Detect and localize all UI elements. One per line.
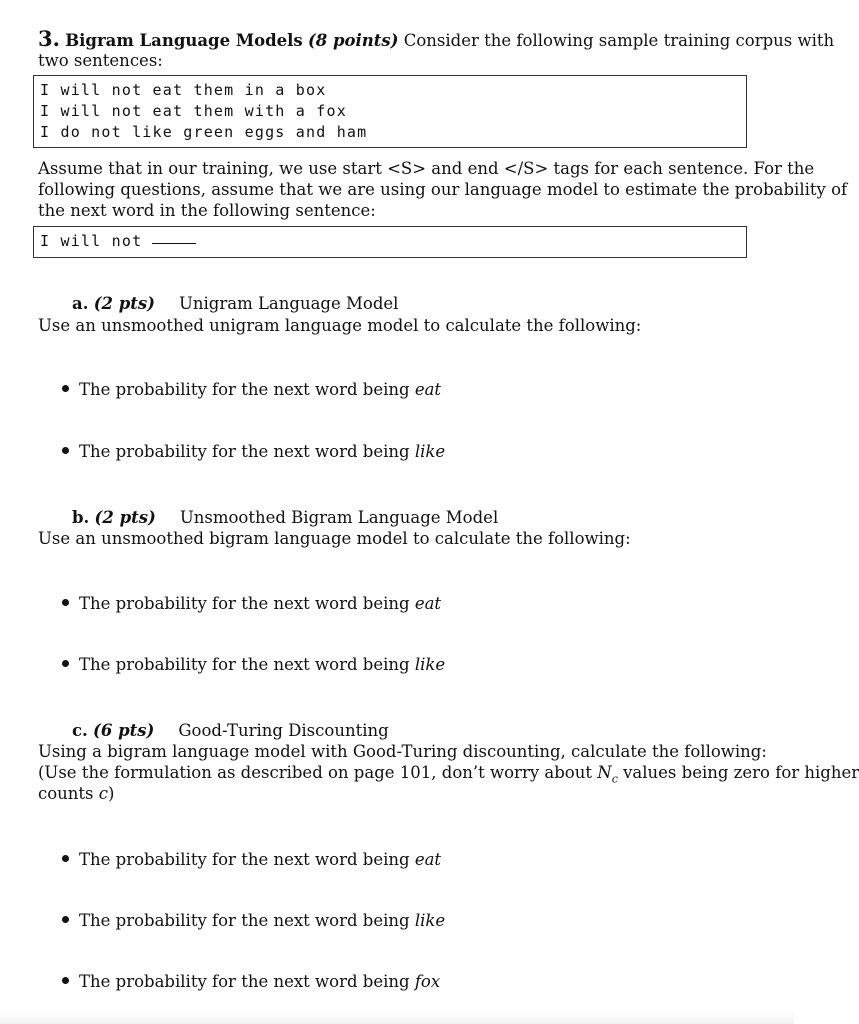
corpus-sentence: I will not eat them with a fox — [40, 102, 347, 120]
part-b-points: (2 pts) — [94, 508, 156, 527]
part-c-name: Good-Turing Discounting — [178, 721, 389, 740]
part-c-instruction: Using a bigram language model with Good-Turing discounting, calculate the following: — [38, 742, 767, 761]
part-a-heading — [72, 294, 398, 313]
part-c-points: (6 pts) — [93, 721, 155, 740]
assume-line: Assume that in our training, we use start <S> and end </S> tags for each sentence. For the — [38, 159, 815, 178]
part-a-label: a. — [72, 294, 89, 313]
corpus-sentence: I will not eat them in a box — [40, 81, 327, 99]
question-intro-line2: two sentences: — [38, 51, 163, 70]
corpus-sentence: I do not like green eggs and ham — [40, 123, 368, 141]
part-c-bullet: The probability for the next word being eat — [62, 850, 441, 869]
part-a-instruction: Use an unsmoothed unigram language model to calculate the following: — [38, 316, 642, 335]
part-b-bullet: The probability for the next word being eat — [62, 594, 441, 613]
question-heading — [38, 26, 834, 51]
bullet-dot — [62, 916, 69, 923]
part-a-bullet: The probability for the next word being eat — [62, 380, 441, 399]
bullet-dot — [62, 599, 69, 606]
part-a-bullet: The probability for the next word being like — [62, 442, 445, 461]
part-c-heading — [72, 721, 389, 740]
bullet-dot — [62, 447, 69, 454]
assume-line: the next word in the following sentence: — [38, 201, 376, 220]
bullet-dot — [62, 977, 69, 984]
part-b-heading — [72, 508, 498, 527]
part-b-instruction: Use an unsmoothed bigram language model to calculate the following: — [38, 529, 631, 548]
part-c-bullet: The probability for the next word being fox — [62, 972, 440, 991]
question-title: Bigram Language Models — [65, 31, 303, 50]
part-b-label: b. — [72, 508, 90, 527]
bullet-dot — [62, 855, 69, 862]
corpus-box — [33, 75, 747, 148]
query-box — [33, 226, 747, 258]
answer-blank — [152, 243, 196, 244]
question-intro: Consider the following sample training corpus with — [403, 31, 835, 50]
part-b-name: Unsmoothed Bigram Language Model — [179, 508, 499, 527]
bullet-dot — [62, 660, 69, 667]
part-c-note: (Use the formulation as described on page 101, don’t worry about $N_c$ values being zero for higher — [38, 763, 859, 786]
question-points: (8 points) — [307, 31, 399, 50]
part-c-bullet: The probability for the next word being like — [62, 911, 445, 930]
part-a-name: Unigram Language Model — [178, 294, 399, 313]
bullet-dot — [62, 385, 69, 392]
part-c-label: c. — [72, 721, 88, 740]
assume-line: following questions, assume that we are using our language model to estimate the probability of — [38, 180, 848, 199]
question-number: 3. — [38, 26, 60, 51]
part-c-note-line2: counts c) — [38, 784, 115, 803]
page-bottom-edge — [0, 1012, 794, 1024]
query-sentence: I will not — [40, 232, 143, 250]
part-b-bullet: The probability for the next word being like — [62, 655, 445, 674]
part-a-points: (2 pts) — [93, 294, 155, 313]
